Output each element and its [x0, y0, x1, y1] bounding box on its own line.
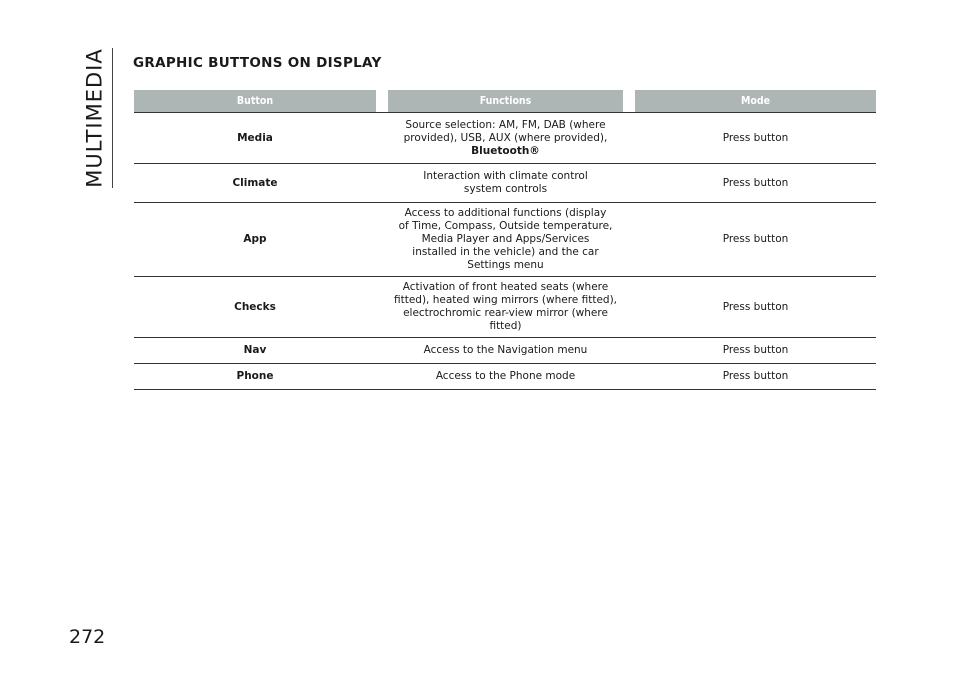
cell-gap — [376, 277, 388, 338]
table-header-row — [134, 90, 876, 112]
table-row — [134, 164, 876, 203]
table-row — [134, 203, 876, 277]
row-functions — [388, 112, 623, 164]
row-mode: Press button — [635, 277, 876, 338]
row-button-name: Media — [134, 112, 376, 164]
table-row — [134, 338, 876, 364]
row-functions: Activation of front heated seats (where fitted), heated wing mirrors (where fitted), electrochromic rear-view mirror (where fitted) — [388, 277, 623, 338]
row-functions: Interaction with climate control system controls — [388, 164, 623, 203]
cell-gap — [376, 203, 388, 277]
row-button-name: Phone — [134, 364, 376, 390]
row-button-name: Climate — [134, 164, 376, 203]
section-title: GRAPHIC BUTTONS ON DISPLAY — [133, 55, 382, 71]
table-row — [134, 364, 876, 390]
row-functions: Access to the Navigation menu — [388, 338, 623, 364]
header-mode: Mode — [635, 90, 876, 112]
row-button-name: Nav — [134, 338, 376, 364]
cell-gap — [376, 338, 388, 364]
cell-gap — [623, 112, 635, 164]
chapter-tab — [78, 48, 112, 188]
table-row — [134, 277, 876, 338]
table-row — [134, 112, 876, 164]
row-mode: Press button — [635, 364, 876, 390]
cell-gap — [376, 164, 388, 203]
header-gap — [623, 90, 635, 112]
header-button: Button — [134, 90, 376, 112]
cell-gap — [623, 338, 635, 364]
page-number: 272 — [69, 626, 106, 648]
chapter-divider — [112, 48, 113, 188]
cell-gap — [623, 277, 635, 338]
header-functions: Functions — [388, 90, 623, 112]
cell-gap — [623, 364, 635, 390]
cell-gap — [623, 203, 635, 277]
row-functions: Access to the Phone mode — [388, 364, 623, 390]
row-button-name: App — [134, 203, 376, 277]
row-mode: Press button — [635, 112, 876, 164]
header-gap — [376, 90, 388, 112]
row-mode: Press button — [635, 164, 876, 203]
cell-gap — [376, 112, 388, 164]
row-functions-text: Source selection: AM, FM, DAB (where provided), USB, AUX (where provided), — [403, 118, 608, 144]
row-button-name: Checks — [134, 277, 376, 338]
row-mode: Press button — [635, 338, 876, 364]
row-functions: Access to additional functions (display of Time, Compass, Outside temperature, Media Player and Apps/Services installed in the vehicle) and the car Settings menu — [388, 203, 623, 277]
row-functions-bold: Bluetooth® — [471, 144, 540, 157]
buttons-table — [134, 90, 876, 390]
row-mode: Press button — [635, 203, 876, 277]
cell-gap — [376, 364, 388, 390]
cell-gap — [623, 164, 635, 203]
chapter-label: MULTIMEDIA — [83, 48, 107, 188]
